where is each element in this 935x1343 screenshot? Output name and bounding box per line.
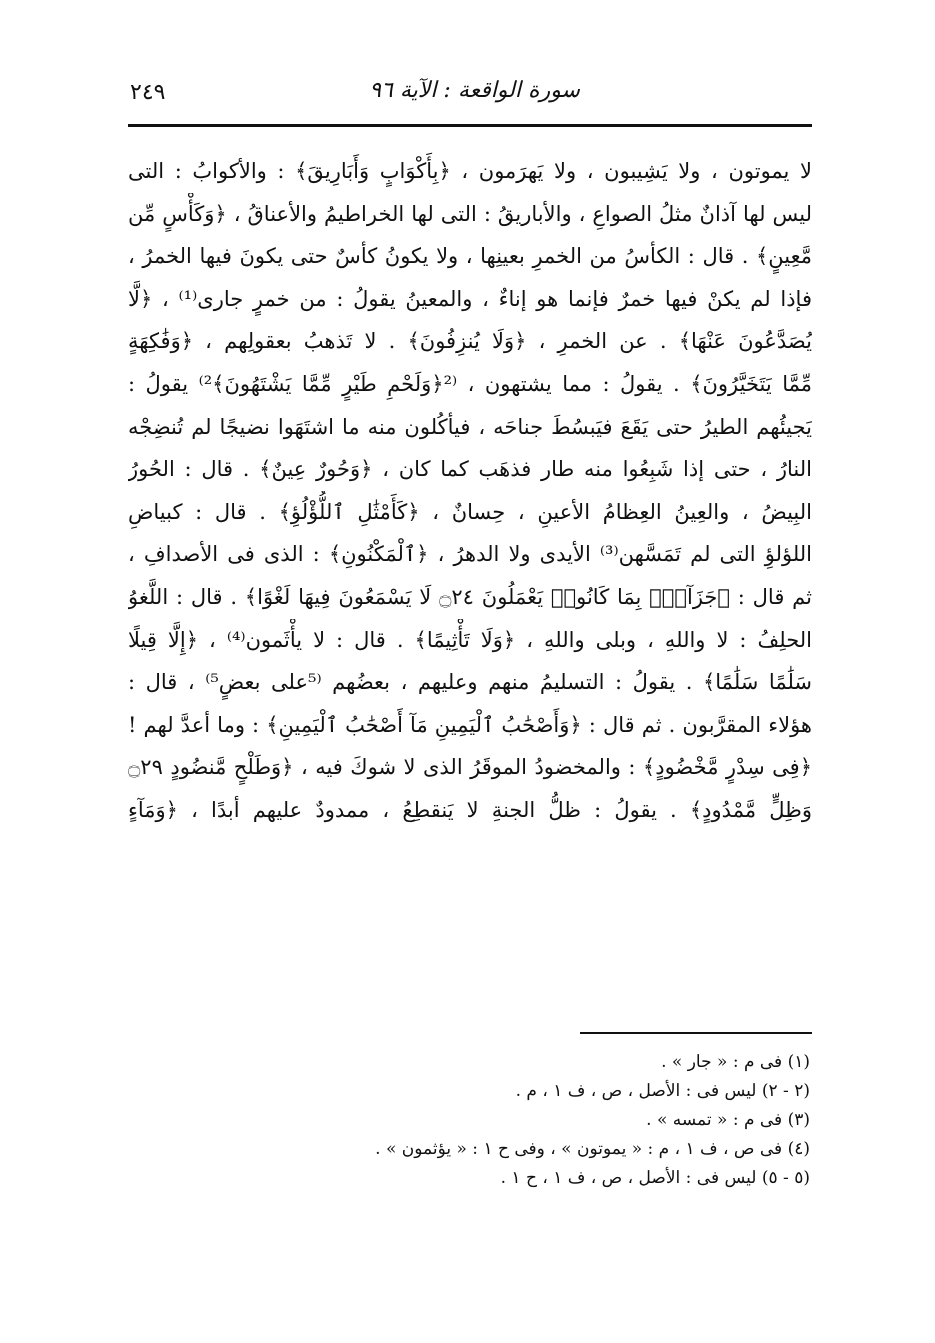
text-line: ثم قال : ﴿جَزَآءًۢ بِمَا كَانُوا۟ يَعْمَلُونَ ۝٢٤ لَا يَسْمَعُونَ فِيهَا لَغْوًا﴾ . قال : اللَّغوُ xyxy=(128,584,812,609)
text-line: يُصَدَّعُونَ عَنْهَا﴾ . عن الخمرِ ، ﴿وَلَا يُنزِفُونَ﴾ . لا تَذهبُ بعقولِهم ، ﴿وَفَٰكِهَةٍ xyxy=(128,329,812,354)
text-line: البِيضُ ، والعِينُ العِظامُ الأعينِ ، حِسانٌ ، ﴿كَأَمْثَٰلِ ٱللُّؤْلُؤِ﴾ . قال : كبياضِ xyxy=(128,499,812,524)
text-line: مَّعِينٍ﴾ . قال : الكأسُ من الخمرِ بعينِها ، ولا يكونُ كأسٌ حتى يكونَ فيها الخمرُ ، xyxy=(128,244,812,269)
text-line: يَجيئُهم الطيرُ حتى يَقَعَ فيَبسُطَ جناحَه ، فيأكُلون منه ما اشتَهَوا نضيجًا لم تُنضِجْه xyxy=(128,414,812,439)
text-line: سَلَٰمًا سَلَٰمًا﴾ . يقولُ : التسليمُ منهم وعليهم ، بعضُهم ⁽⁵على بعضٍ⁵⁾ ، قال : xyxy=(128,670,812,695)
page-header xyxy=(130,70,810,120)
text-line: الحلِفُ : لا واللهِ ، وبلى واللهِ ، ﴿وَلَا تَأْثِيمًا﴾ . قال : لا يأْثَمون⁽⁴⁾ ، ﴿إِلَّا قِيلًا xyxy=(128,627,812,652)
text-line: لا يموتون ، ولا يَشِيبون ، ولا يَهرَمون ، ﴿بِأَكْوَابٍ وَأَبَارِيقَ﴾ : والأكوابُ : التى xyxy=(128,159,812,183)
text-line: ﴿فِى سِدْرٍ مَّخْضُودٍ﴾ : والمخضودُ الموقَرُ الذى لا شوكَ فيه ، ﴿وَطَلْحٍ مَّنضُودٍ ۝٢٩ xyxy=(128,755,812,780)
text-line: فإذا لم يكنْ فيها خمرٌ فإنما هو إناءٌ ، والمعينُ يقولُ : من خمرٍ جارى⁽¹⁾ ، ﴿لَّا xyxy=(128,286,812,311)
footnote: (٤) فى ص ، ف ١ ، م : « يموتون » ، وفى ح ١ : « يؤثمون » . xyxy=(375,1139,810,1159)
text-line: ليس لها آذانٌ مثلُ الصواعِ ، والأباريقُ : التى لها الخراطيمُ والأعناقُ ، ﴿وَكَأْسٍ مِّن xyxy=(128,201,812,226)
text-line: وَظِلٍّ مَّمْدُودٍ﴾ . يقولُ : ظلُّ الجنةِ لا يَنقطِعُ ، ممدودٌ عليهم أبدًا ، ﴿وَمَآءٍ xyxy=(128,797,812,822)
text-line: اللؤلؤِ التى لم تَمَسَّهن⁽³⁾ الأيدى ولا الدهرُ ، ﴿ٱلْمَكْنُونِ﴾ : الذى فى الأصدافِ ، xyxy=(128,542,812,567)
header-rule xyxy=(128,124,812,127)
text-line: النارُ ، حتى إذا شَبِعُوا منه طار فذهَب كما كان ، ﴿وَحُورٌ عِينٌ﴾ . قال : الحُورُ xyxy=(128,457,812,482)
footnotes xyxy=(120,1048,810,1193)
footnote: (٥ - ٥) ليس فى : الأصل ، ص ، ف ١ ، ح ١ . xyxy=(500,1168,810,1188)
footnote-rule xyxy=(580,1032,812,1034)
footnote: (٢ - ٢) ليس فى : الأصل ، ص ، ف ١ ، م . xyxy=(515,1081,810,1101)
footnote: (٣) فى م : « تمسه » . xyxy=(646,1110,810,1130)
running-title: سورة الواقعة : الآية ٩٦ xyxy=(369,78,580,103)
footnote: (١) فى م : « جار » . xyxy=(661,1052,810,1072)
main-text xyxy=(128,150,812,832)
page-number: ٢٤٩ xyxy=(130,80,166,105)
text-line: هؤلاء المقرَّبون . ثم قال : ﴿وَأَصْحَٰبُ ٱلْيَمِينِ مَآ أَصْحَٰبُ ٱلْيَمِينِ﴾ : وما أعدَّ لهم ! xyxy=(128,712,812,737)
text-line: مِّمَّا يَتَخَيَّرُونَ﴾ . يقولُ : مما يشتهون ، ⁽²﴿وَلَحْمِ طَيْرٍ مِّمَّا يَشْتَهُونَ﴾²⁾ يقولُ : xyxy=(128,371,812,396)
